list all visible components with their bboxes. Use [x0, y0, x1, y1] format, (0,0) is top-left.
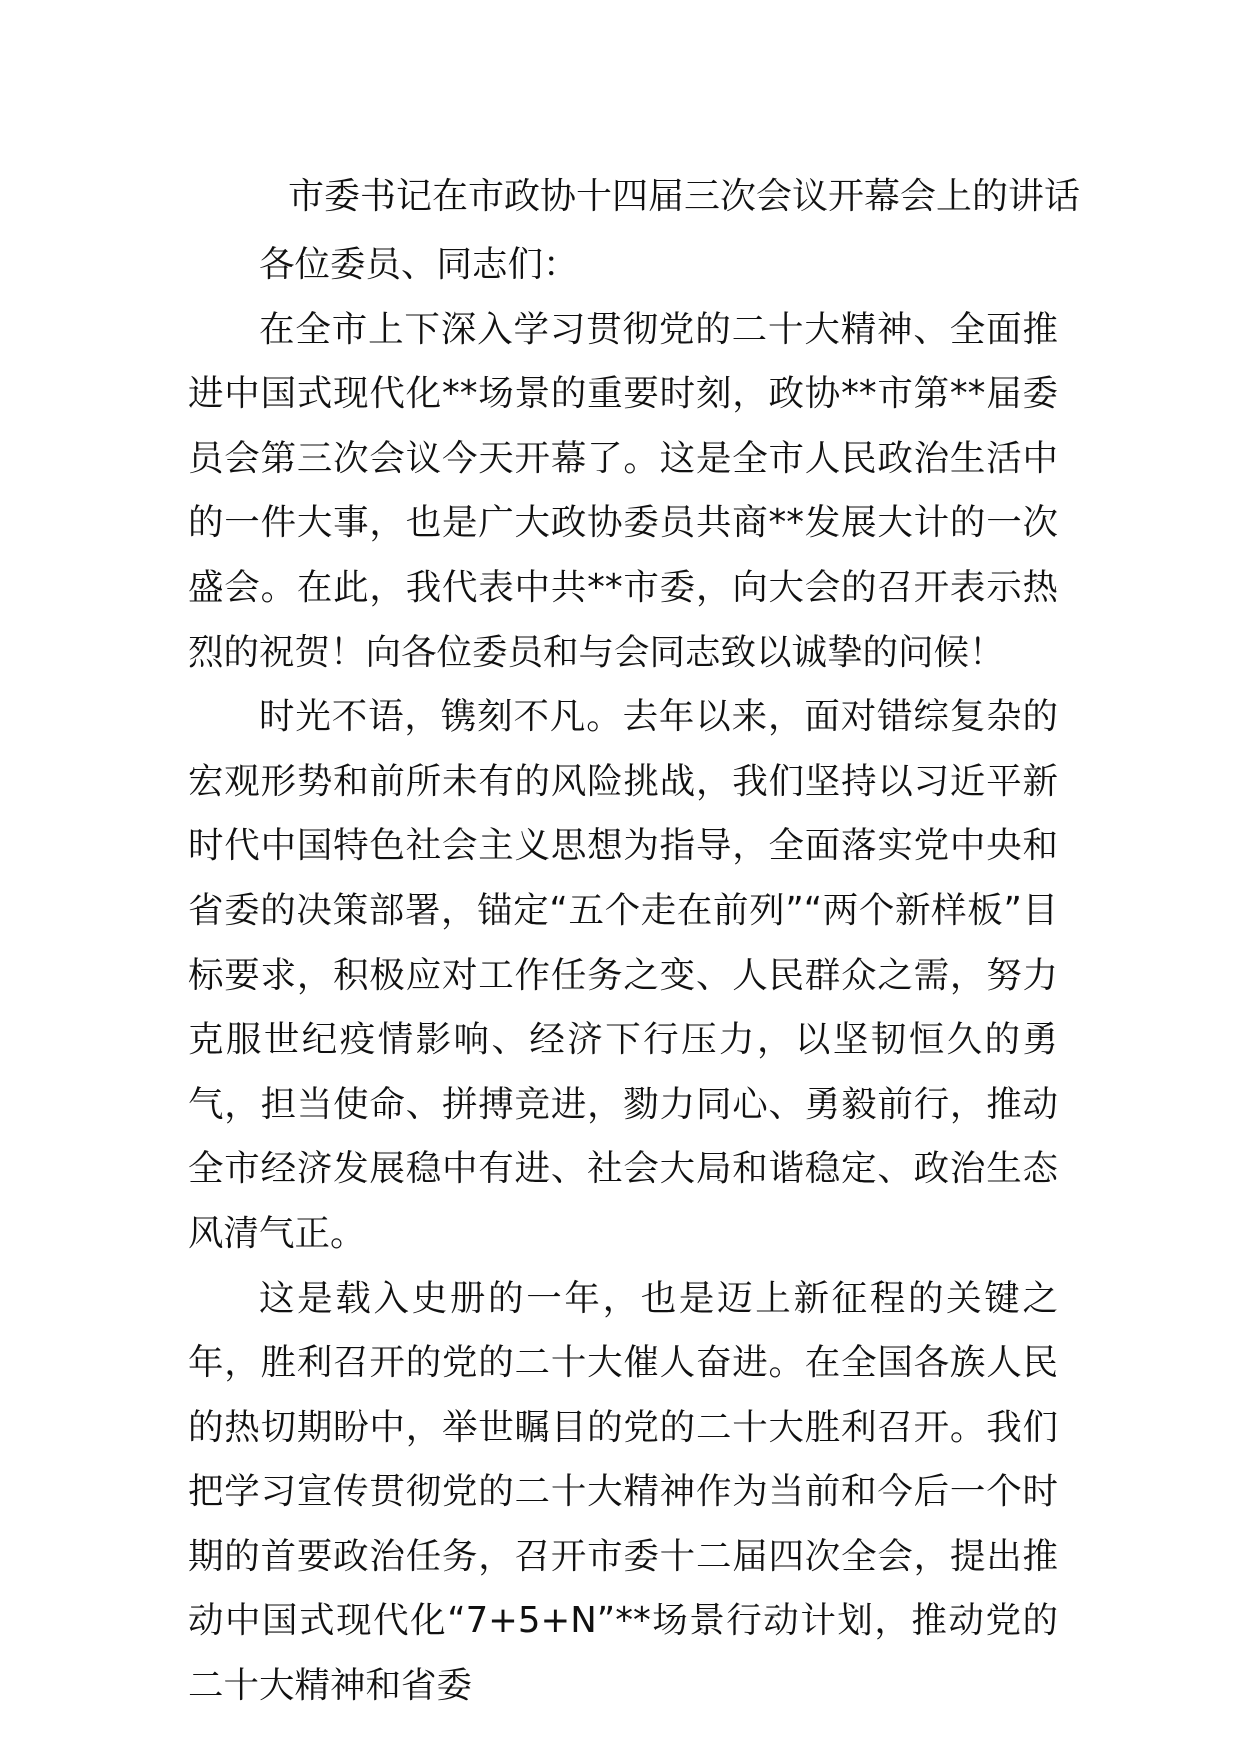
paragraph-2: 时光不语，镌刻不凡。去年以来，面对错综复杂的宏观形势和前所未有的风险挑战，我们坚持以习近平新时代中国特色社会主义思想为指导，全面落实党中央和省委的决策部署，锚定“五个走在前列”“两个新样板”目标要求，积极应对工作任务之变、人民群众之需，努力克服世纪疫情影响、经济下行压力，以坚韧恒久的勇气，担当使命、拼搏竞进，勠力同心、勇毅前行，推动全市经济发展稳中有进、社会大局和谐稳定、政治生态风清气正。: [188, 696, 1058, 1254]
document-title: 市委书记在市政协十四届三次会议开幕会上的讲话: [288, 176, 1081, 217]
paragraph-1: 在全市上下深入学习贯彻党的二十大精神、全面推进中国式现代化**场景的重要时刻，政协**市第**届委员会第三次会议今天开幕了。这是全市人民政治生活中的一件大事，也是广大政协委员共商**发展大计的一次盛会。在此，我代表中共**市委，向大会的召开表示热烈的祝贺！向各位委员和与会同志致以诚挚的问候！: [188, 308, 1058, 673]
salutation: 各位委员、同志们：: [259, 244, 579, 285]
paragraph-3: 这是载入史册的一年，也是迈上新征程的关键之年，胜利召开的党的二十大催人奋进。在全国各族人民的热切期盼中，举世瞩目的党的二十大胜利召开。我们把学习宣传贯彻党的二十大精神作为当前和今后一个时期的首要政治任务，召开市委十二届四次全会，提出推动中国式现代化“7+5+N”**场景行动计划，推动党的二十大精神和省委: [188, 1277, 1058, 1707]
document-body: [188, 233, 1058, 1719]
